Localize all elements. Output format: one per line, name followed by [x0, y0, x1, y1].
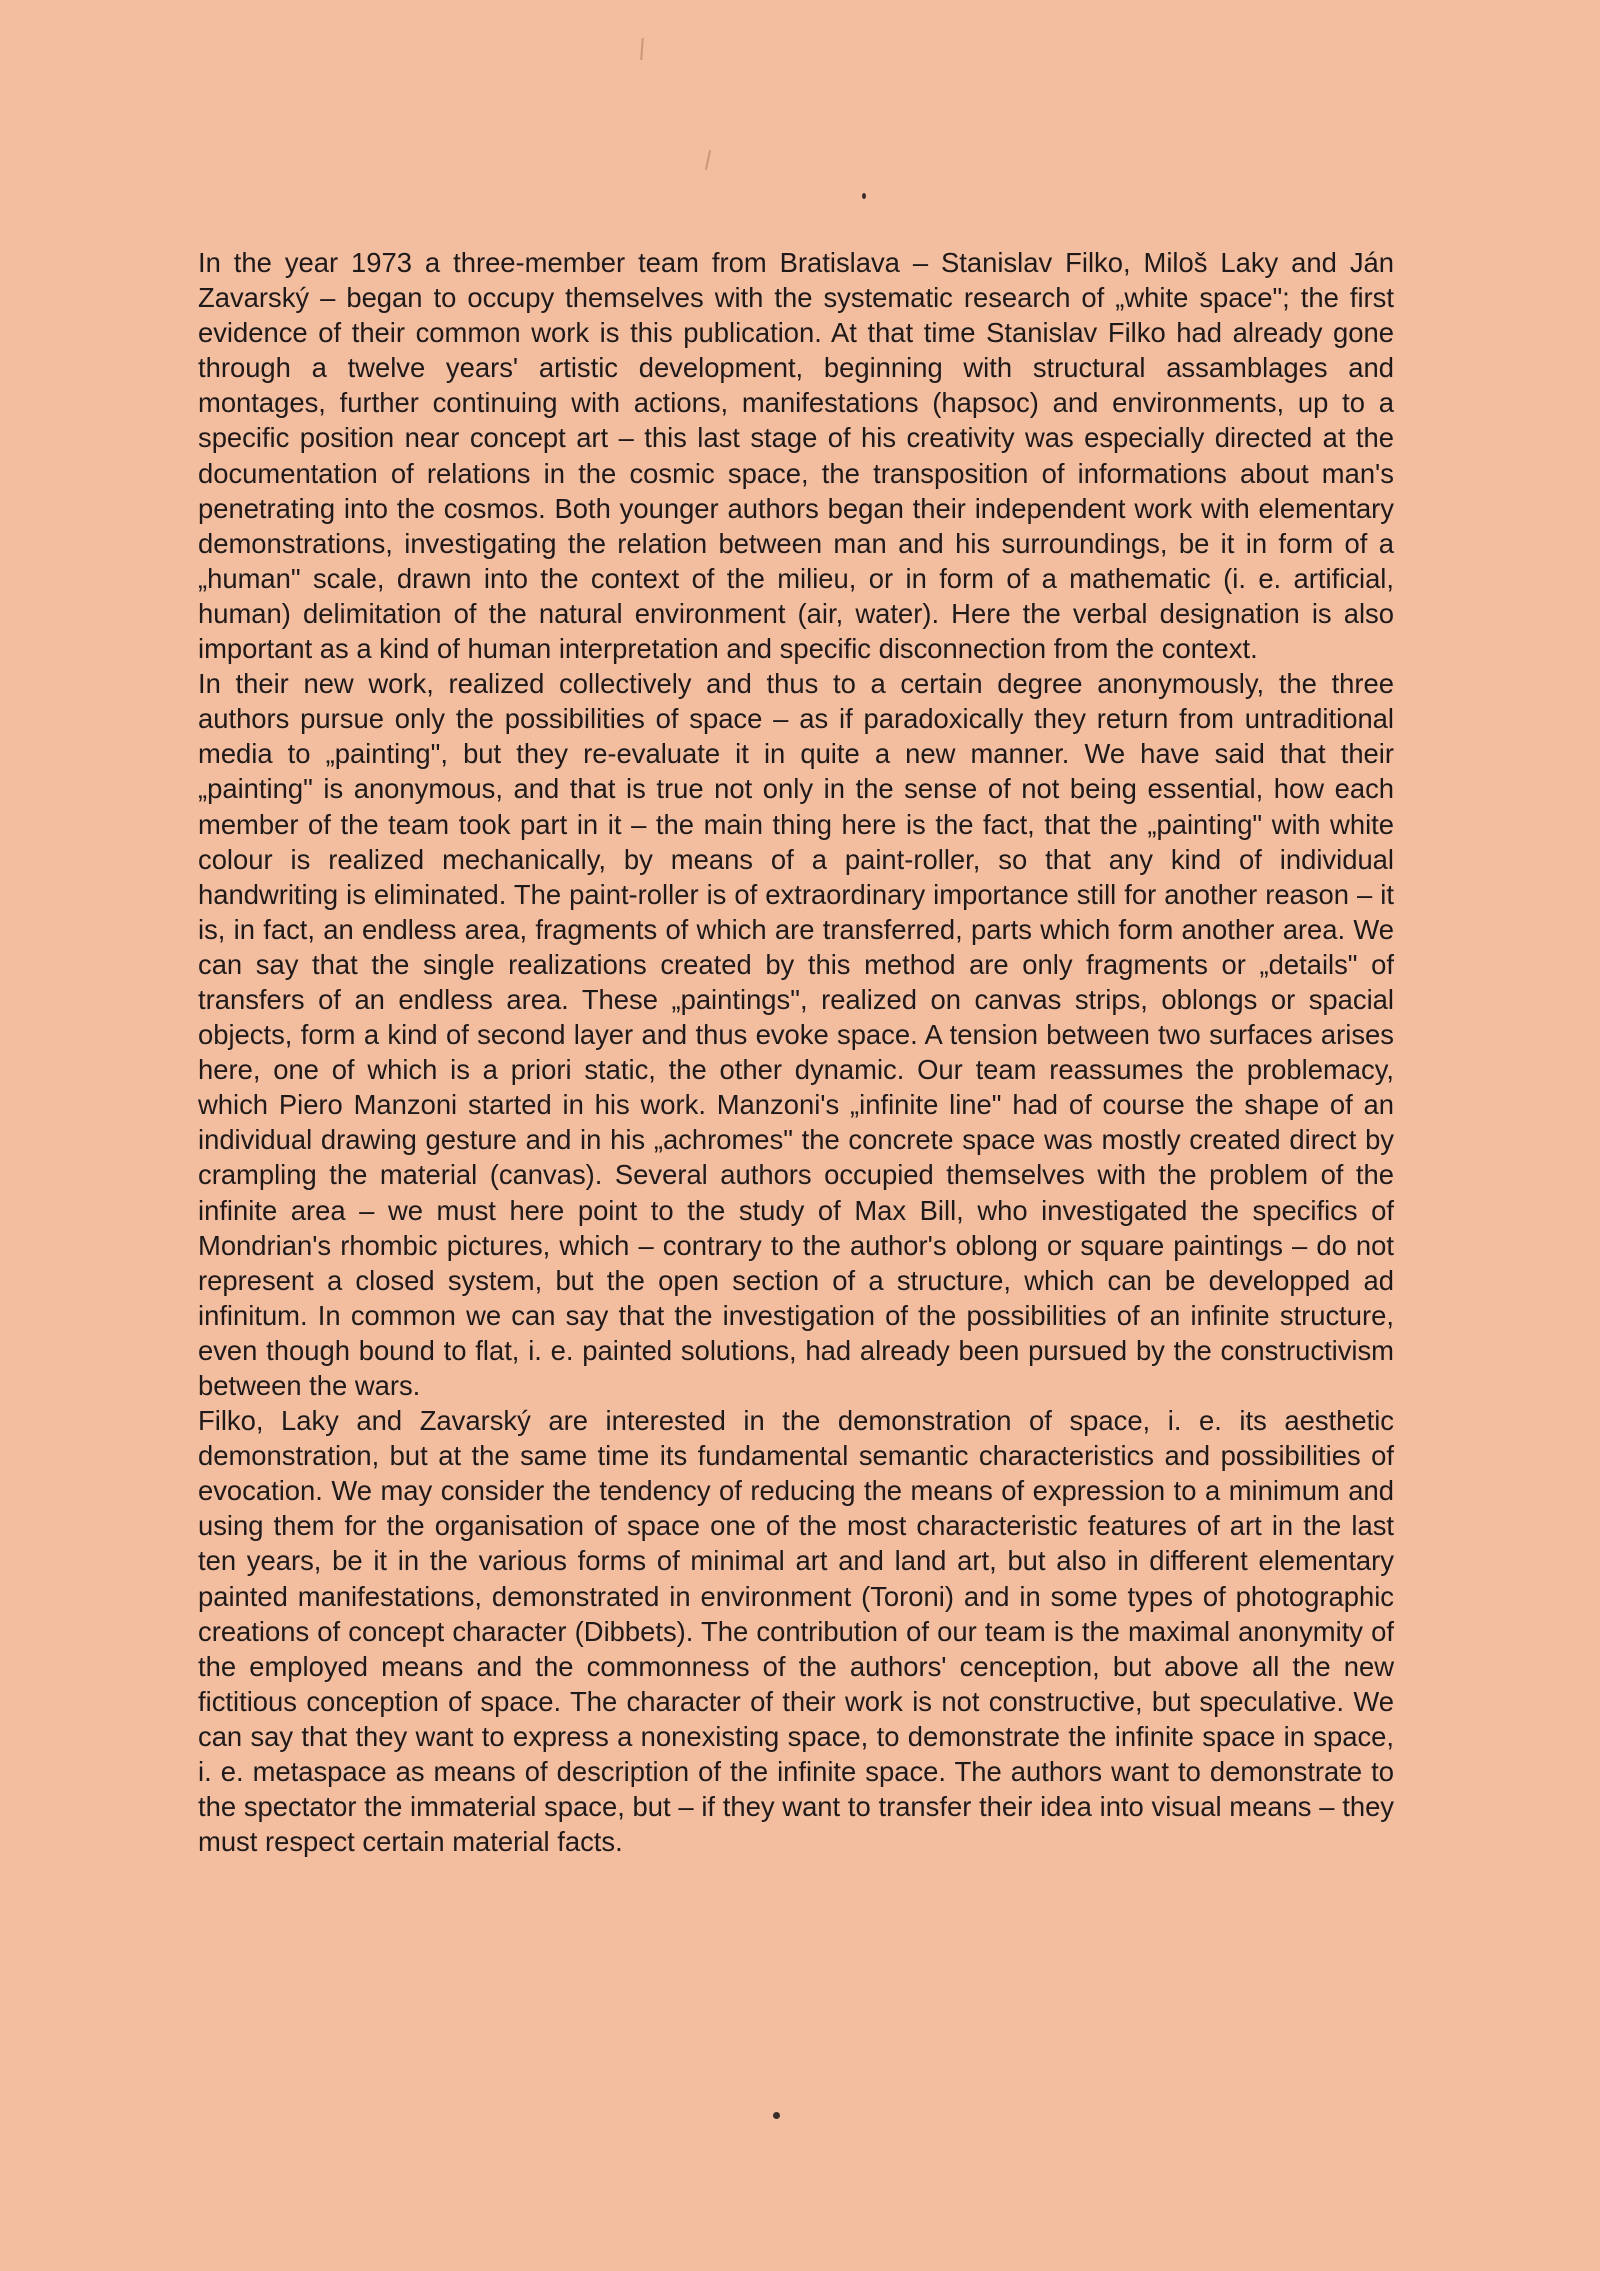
paragraph-3: Filko, Laky and Zavarský are interested in the demonstration of space, i. e. its aesthetic demonstration, but at the same time its fundamental semantic characteristics and possibilities of evocation. We may consider the tendency of reducing the means of expression to a minimum and using them for the organisation of space one of the most characteristic features of art in the last ten years, be it in the various forms of minimal art and land art, but also in different elementary painted manifestations, demonstrated in environment (Toroni) and in some types of photographic creations of concept character (Dibbets). The contribution of our team is the maximal anonymity of the employed means and the commonness of the authors' cenception, but above all the new fictitious conception of space. The character of their work is not constructive, but speculative. We can say that they want to express a nonexisting space, to demonstrate the infinite space in space, i. e. metaspace as means of description of the infinite space. The authors want to demonstrate to the spectator the immaterial space, but – if they want to transfer their idea into visual means – they must respect certain material facts. [198, 1405, 1394, 1858]
paper-scratch-mark [640, 38, 644, 60]
paper-scratch-mark [705, 150, 711, 170]
body-text [198, 245, 1394, 1859]
page-dot [773, 2112, 780, 2119]
paragraph-1: In the year 1973 a three-member team from Bratislava – Stanislav Filko, Miloš Laky and Ján Zavarský – began to occupy themselves with the systematic research of „white space"; the first evidence of their common work is this publication. At that time Stanislav Filko had already gone through a twelve years' artistic development, beginning with structural assamblages and montages, further continuing with actions, manifestations (hapsoc) and environments, up to a specific position near concept art – this last stage of his creativity was especially directed at the documentation of relations in the cosmic space, the transposition of informations about man's penetrating into the cosmos. Both younger authors began their independent work with elementary demonstrations, investigating the relation between man and his surroundings, be it in form of a „human" scale, drawn into the context of the milieu, or in form of a mathematic (i. e. artificial, human) delimitation of the natural environment (air, water). Here the verbal designation is also important as a kind of human interpretation and specific disconnection from the context. [198, 247, 1394, 665]
paragraph-2: In their new work, realized collectively and thus to a certain degree anonymously, the three authors pursue only the possibilities of space – as if paradoxically they return from untraditional media to „painting", but they re-evaluate it in quite a new manner. We have said that their „painting" is anonymous, and that is true not only in the sense of not being essential, how each member of the team took part in it – the main thing here is the fact, that the „painting" with white colour is realized mechanically, by means of a paint-roller, so that any kind of individual handwriting is eliminated. The paint-roller is of extraordinary importance still for another reason – it is, in fact, an endless area, fragments of which are transferred, parts which form another area. We can say that the single realizations created by this method are only fragments or „details" of transfers of an endless area. These „paintings", realized on canvas strips, oblongs or spacial objects, form a kind of second layer and thus evoke space. A tension between two surfaces arises here, one of which is a priori static, the other dynamic. Our team reassumes the problemacy, which Piero Manzoni started in his work. Manzoni's „infinite line" had of course the shape of an individual drawing gesture and in his „achromes" the concrete space was mostly created direct by crampling the material (canvas). Several authors occupied themselves with the problem of the infinite area – we must here point to the study of Max Bill, who investigated the specifics of Mondrian's rhombic pictures, which – contrary to the author's oblong or square paintings – do not represent a closed system, but the open section of a structure, which can be developped ad infinitum. In common we can say that the investigation of the possibilities of an infinite structure, even though bound to flat, i. e. painted solutions, had already been pursued by the constructivism between the wars. [198, 668, 1394, 1401]
paper-speck [862, 193, 866, 199]
